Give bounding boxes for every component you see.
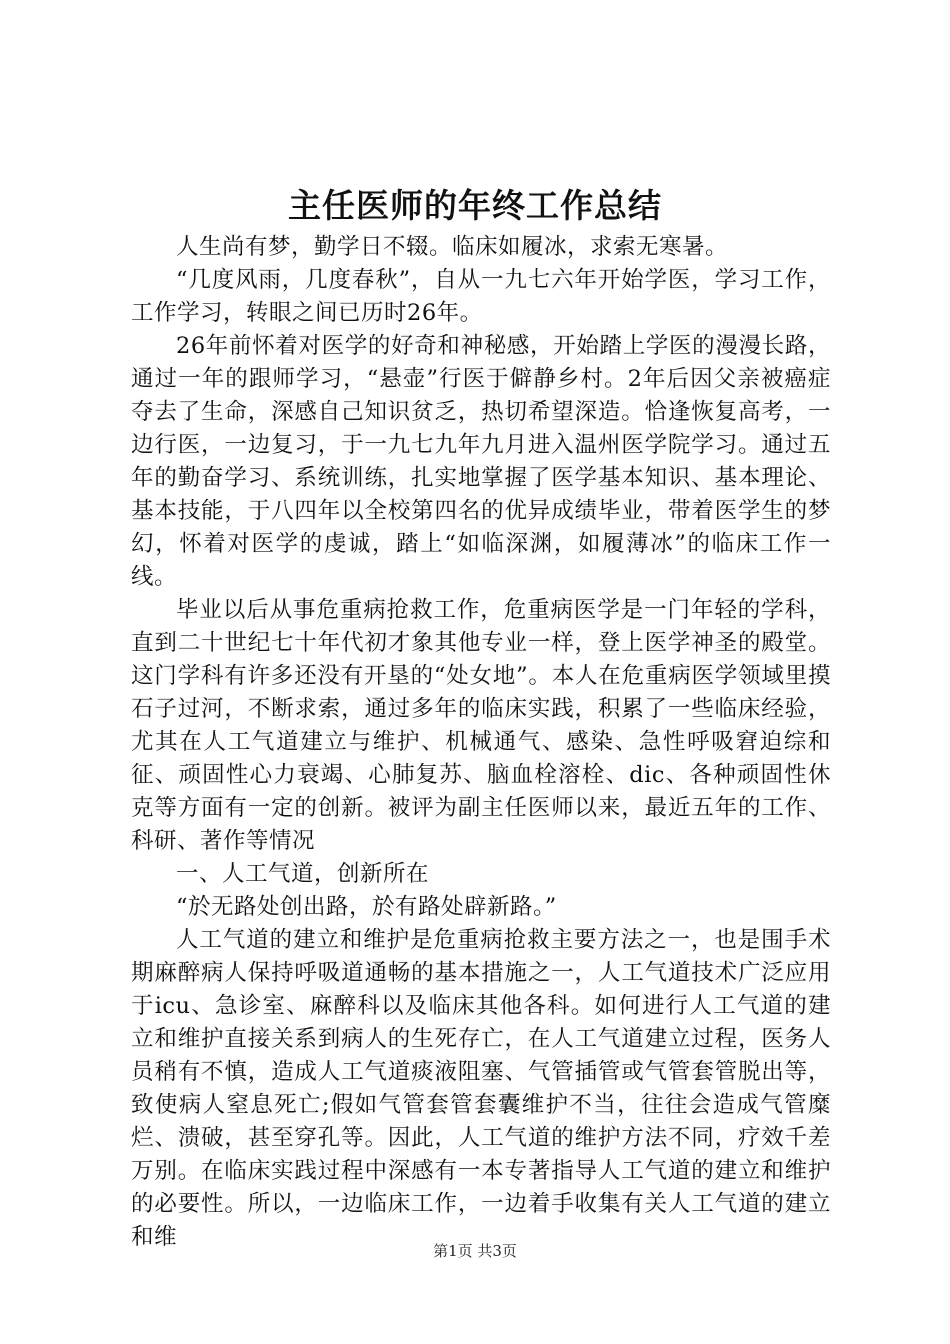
quote-line: “於无路处创出路，於有路处辟新路。”: [176, 894, 557, 920]
document-body: [131, 231, 831, 1254]
paragraph-4: 毕业以后从事危重病抢救工作，危重病医学是一门年轻的学科，直到二十世纪七十年代初才象其他专业一样，登上医学神圣的殿堂。这门学科有许多还没有开垦的“处女地”。本人在危重病医学领域里摸石子过河，不断求索，通过多年的临床实践，积累了一些临床经验，尤其在人工气道建立与维护、机械通气、感染、急性呼吸窘迫综和征、顽固性心力衰竭、心肺复苏、脑血栓溶栓、dic、各种顽固性休克等方面有一定的创新。被评为副主任医师以来，最近五年的工作、科研、著作等情况: [131, 597, 831, 854]
section-heading-1: 一、人工气道，创新所在: [176, 861, 430, 887]
document-title: 主任医师的年终工作总结: [288, 186, 662, 225]
paragraph-2: “几度风雨，几度春秋”，自从一九七六年开始学医，学习工作，工作学习，转眼之间已历时26年。: [131, 267, 831, 326]
page-number-footer: 第1页 共3页: [433, 1242, 517, 1260]
paragraph-5: 人工气道的建立和维护是危重病抢救主要方法之一，也是围手术期麻醉病人保持呼吸道通畅的基本措施之一，人工气道技术广泛应用于icu、急诊室、麻醉科以及临床其他各科。如何进行人工气道的建立和维护直接关系到病人的生死存亡，在人工气道建立过程，医务人员稍有不慎，造成人工气道痰液阻塞、气管插管或气管套管脱出等，致使病人窒息死亡;假如气管套管套囊维护不当，往往会造成气管糜烂、溃破，甚至穿孔等。因此，人工气道的维护方法不同，疗效千差万别。在临床实践过程中深感有一本专著指导人工气道的建立和维护的必要性。所以，一边临床工作，一边着手收集有关人工气道的建立和维: [131, 927, 831, 1250]
paragraph-1: 人生尚有梦，勤学日不辍。临床如履冰，求索无寒暑。: [176, 234, 729, 260]
paragraph-3: 26年前怀着对医学的好奇和神秘感，开始踏上学医的漫漫长路，通过一年的跟师学习，“悬壶”行医于僻静乡村。2年后因父亲被癌症夺去了生命，深感自己知识贫乏，热切希望深造。恰逢恢复高考，一边行医，一边复习，于一九七九年九月进入温州医学院学习。通过五年的勤奋学习、系统训练，扎实地掌握了医学基本知识、基本理论、基本技能，于八四年以全校第四名的优异成绩毕业，带着医学生的梦幻，怀着对医学的虔诚，踏上“如临深渊，如履薄冰”的临床工作一线。: [131, 333, 831, 590]
